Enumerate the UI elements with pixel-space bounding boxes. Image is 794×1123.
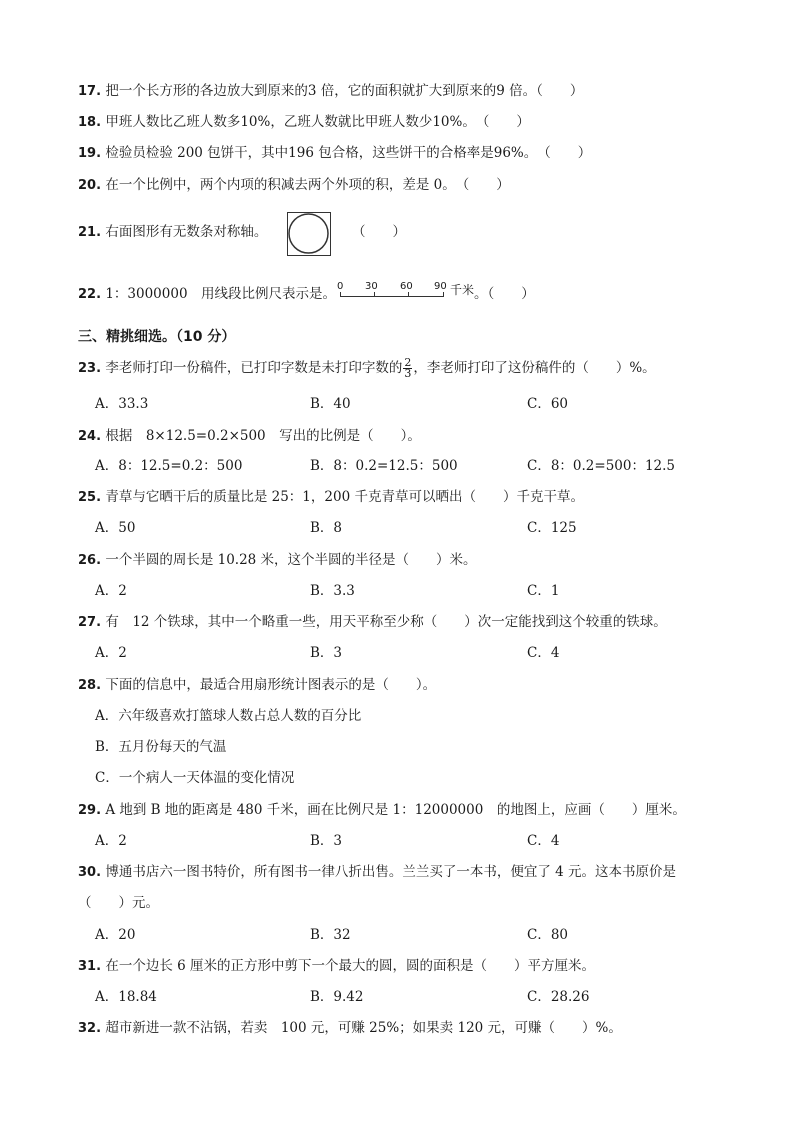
question-27	[78, 613, 667, 632]
question-text: 右面图形有无数条对称轴。	[105, 224, 268, 240]
question-text: A 地到 B 地的距离是 480 千米，画在比例尺是 1：12000000 的地图上，应画（ ）厘米。	[105, 802, 686, 818]
square-with-circle-figure	[287, 212, 331, 256]
option-b: B．3	[310, 645, 343, 661]
question-text: 1：3000000 用线段比例尺表示是。	[105, 286, 337, 302]
answer-blank: （ ）	[352, 224, 406, 240]
option-b: B．8：0.2=12.5：500	[310, 458, 458, 474]
option-c: C．60	[527, 396, 569, 412]
question-30	[78, 863, 676, 882]
option-c: C．125	[527, 520, 577, 536]
question-number: 21.	[78, 225, 102, 240]
option-a: A．2	[95, 645, 127, 661]
option-a: A．2	[95, 833, 127, 849]
question-number: 18.	[78, 115, 102, 130]
scale-tick-label: 60	[400, 281, 413, 292]
question-number: 32.	[78, 1021, 102, 1036]
scale-tick	[374, 292, 375, 297]
question-text-cont: ，李老师打印了这份稿件的（ ）%。	[413, 360, 656, 376]
question-text: 李老师打印一份稿件，已打印字数是未打印字数的	[105, 360, 403, 376]
question-number: 27.	[78, 615, 102, 630]
question-number: 31.	[78, 959, 102, 974]
fraction-two-thirds: $\frac{2}{3}$	[404, 356, 412, 380]
option-b: B．五月份每天的气温	[95, 739, 227, 755]
option-a: A．2	[95, 583, 127, 599]
section-heading: 三、精挑细选。（10 分）	[78, 329, 236, 345]
question-number: 22.	[78, 287, 102, 302]
option-a: A．18.84	[95, 989, 157, 1005]
scale-tick-label: 30	[365, 281, 378, 292]
question-text: 在一个比例中，两个内项的积减去两个外项的积，差是 0。 （ ）	[105, 177, 510, 193]
question-30-cont: （ ）元。	[78, 895, 159, 911]
question-number: 29.	[78, 803, 102, 818]
question-22	[78, 285, 336, 304]
option-c: C．1	[527, 583, 560, 599]
option-b: B．32	[310, 927, 351, 943]
question-text: 超市新进一款不沾锅，若卖 100 元，可赚 25%；如果卖 120 元，可赚（ ）%。	[105, 1020, 622, 1036]
question-text: 甲班人数比乙班人数多10%，乙班人数就比甲班人数少10%。 （ ）	[105, 114, 530, 130]
question-number: 24.	[78, 429, 102, 444]
option-c: C．一个病人一天体温的变化情况	[95, 770, 295, 786]
option-a: A．20	[95, 927, 136, 943]
question-29	[78, 801, 686, 820]
question-32	[78, 1019, 622, 1038]
question-number: 30.	[78, 865, 102, 880]
question-number: 19.	[78, 146, 102, 161]
question-number: 23.	[78, 361, 102, 376]
question-23	[78, 358, 656, 379]
question-26	[78, 551, 477, 570]
question-text: 青草与它晒干后的质量比是 25：1，200 千克青草可以晒出（ ）千克干草。	[105, 489, 584, 505]
option-a: A．50	[95, 520, 136, 536]
option-c: C．4	[527, 645, 560, 661]
question-text: 把一个长方形的各边放大到原来的3 倍，它的面积就扩大到原来的9 倍。（ ）	[105, 83, 584, 99]
question-number: 26.	[78, 553, 102, 568]
question-number: 17.	[78, 84, 102, 99]
question-text: 下面的信息中，最适合用扇形统计图表示的是（ ）。	[105, 677, 437, 693]
question-number: 28.	[78, 678, 102, 693]
question-number: 20.	[78, 178, 102, 193]
option-b: B．8	[310, 520, 343, 536]
question-text: 在一个边长 6 厘米的正方形中剪下一个最大的圆，圆的面积是（ ）平方厘米。	[105, 958, 595, 974]
scale-tick-label: 90	[434, 281, 447, 292]
question-28	[78, 676, 436, 695]
question-21	[78, 223, 267, 242]
option-c: C．4	[527, 833, 560, 849]
question-25	[78, 488, 584, 507]
option-a: A．六年级喜欢打篮球人数占总人数的百分比	[95, 708, 362, 724]
question-18	[78, 113, 530, 132]
option-b: B．40	[310, 396, 351, 412]
scale-tick	[443, 292, 444, 297]
question-text: 有 12 个铁球，其中一个略重一些，用天平称至少称（ ）次一定能找到这个较重的铁球。	[105, 614, 667, 630]
option-c: C．28.26	[527, 989, 590, 1005]
option-b: B．9.42	[310, 989, 364, 1005]
scale-bar	[340, 296, 444, 297]
question-17	[78, 82, 583, 101]
question-31	[78, 957, 595, 976]
scale-tick	[408, 292, 409, 297]
option-c: C．8：0.2=500：12.5	[527, 458, 676, 474]
option-b: B．3.3	[310, 583, 355, 599]
question-text: 博通书店六一图书特价，所有图书一律八折出售。兰兰买了一本书，便宜了 4 元。这本书原价是	[105, 864, 676, 880]
question-24	[78, 427, 421, 446]
question-text: 一个半圆的周长是 10.28 米，这个半圆的半径是（ ）米。	[105, 552, 477, 568]
question-number: 25.	[78, 490, 102, 505]
line-scale-figure	[336, 282, 476, 306]
option-c: C．80	[527, 927, 569, 943]
scale-unit: 千米	[450, 283, 475, 297]
question-20	[78, 176, 510, 195]
scale-tick	[340, 292, 341, 297]
scale-tick-label: 0	[337, 281, 344, 292]
answer-blank: 。（ ）	[474, 286, 535, 302]
question-text: 根据 8×12.5=0.2×500 写出的比例是（ ）。	[105, 428, 421, 444]
option-b: B．3	[310, 833, 343, 849]
option-a: A．8：12.5=0.2：500	[95, 458, 243, 474]
option-a: A．33.3	[95, 396, 149, 412]
question-text: 检验员检验 200 包饼干，其中196 包合格，这些饼干的合格率是96%。 （ ）	[105, 145, 592, 161]
question-19	[78, 144, 591, 163]
